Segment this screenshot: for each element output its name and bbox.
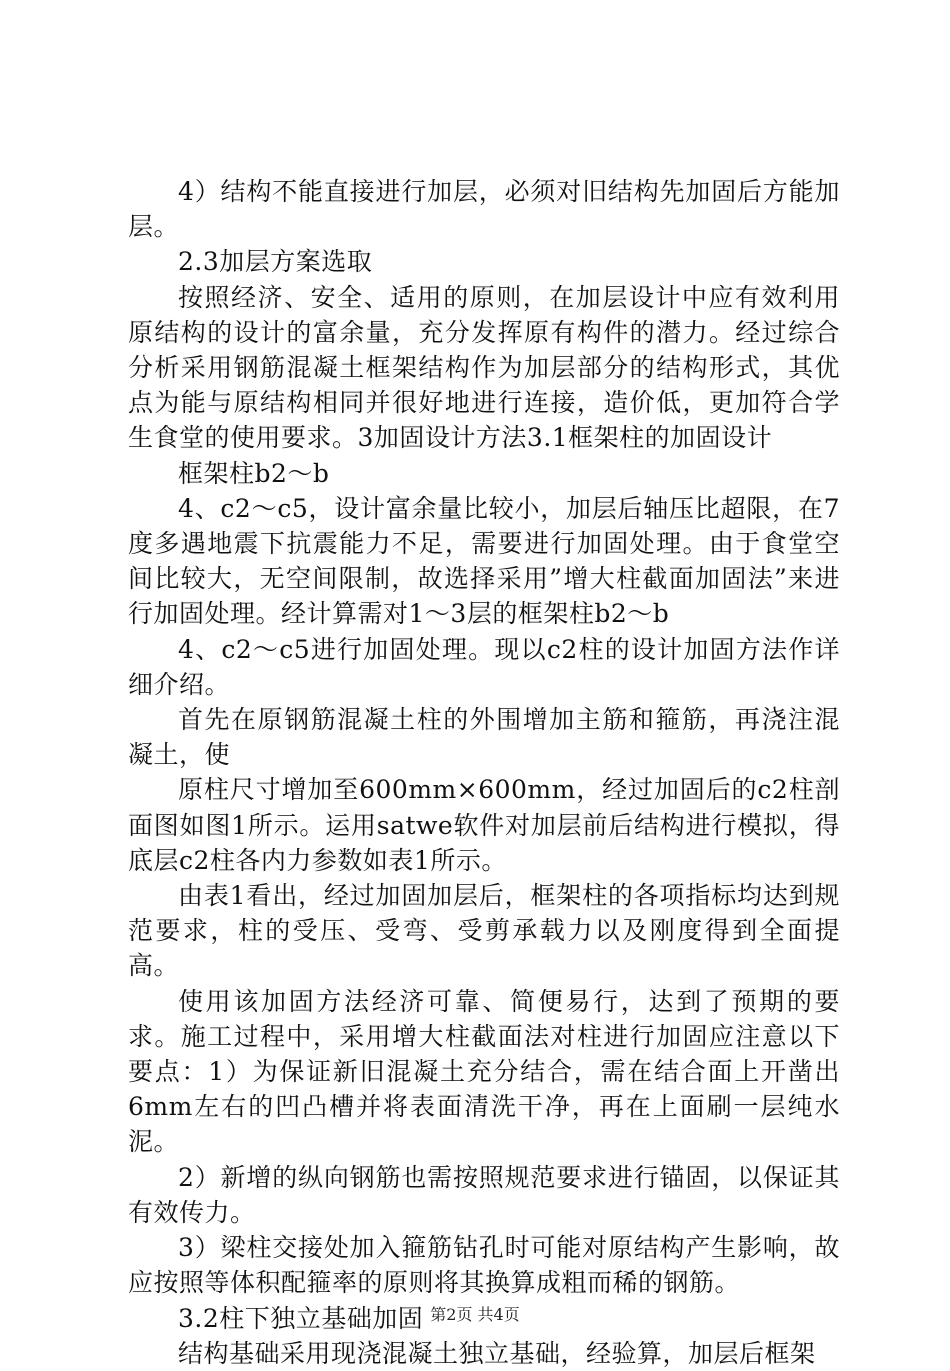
paragraph: 框架柱b2～b	[178, 458, 330, 488]
document-body	[128, 174, 840, 1371]
paragraph: 结构基础采用现浇混凝土独立基础，经验算，加层后框架	[178, 1338, 816, 1368]
paragraph: 首先在原钢筋混凝土柱的外围增加主筋和箍筋，再浇注混凝土，使	[128, 705, 840, 770]
paragraph: 3）梁柱交接处加入箍筋钻孔时可能对原结构产生影响，故应按照等体积配箍率的原则将其换算成粗而稀的钢筋。	[128, 1233, 840, 1298]
section-heading: 2.3加层方案选取	[178, 247, 373, 277]
page-number-footer: 第2页 共4页	[430, 1305, 520, 1324]
paragraph: 由表1看出，经过加固加层后，框架柱的各项指标均达到规范要求，柱的受压、受弯、受剪承载力以及刚度得到全面提高。	[128, 881, 840, 981]
paragraph: 4、c2～c5，设计富余量比较小，加层后轴压比超限，在7度多遇地震下抗震能力不足，需要进行加固处理。由于食堂空间比较大，无空间限制，故选择采用”增大柱截面加固法”来进行加固处理。经计算需对1～3层的框架柱b2～b	[128, 493, 840, 629]
paragraph: 按照经济、安全、适用的原则，在加层设计中应有效利用原结构的设计的富余量，充分发挥原有构件的潜力。经过综合分析采用钢筋混凝土框架结构作为加层部分的结构形式，其优点为能与原结构相同并很好地进行连接，造价低，更加符合学生食堂的使用要求。3加固设计方法3.1框架柱的加固设计	[128, 282, 840, 453]
paragraph: 原柱尺寸增加至600mm×600mm，经过加固后的c2柱剖面图如图1所示。运用satwe软件对加层前后结构进行模拟，得底层c2柱各内力参数如表1所示。	[128, 775, 840, 875]
paragraph: 4）结构不能直接进行加层，必须对旧结构先加固后方能加层。	[128, 177, 840, 242]
paragraph: 2）新增的纵向钢筋也需按照规范要求进行锚固，以保证其有效传力。	[128, 1162, 840, 1227]
section-heading: 3.2柱下独立基础加固	[178, 1303, 424, 1333]
paragraph: 4、c2～c5进行加固处理。现以c2柱的设计加固方法作详细介绍。	[128, 634, 840, 699]
paragraph: 使用该加固方法经济可靠、简便易行，达到了预期的要求。施工过程中，采用增大柱截面法对柱进行加固应注意以下要点：1）为保证新旧混凝土充分结合，需在结合面上开凿出6mm左右的凹凸槽并将表面清洗干净，再在上面刷一层纯水泥。	[128, 986, 840, 1157]
